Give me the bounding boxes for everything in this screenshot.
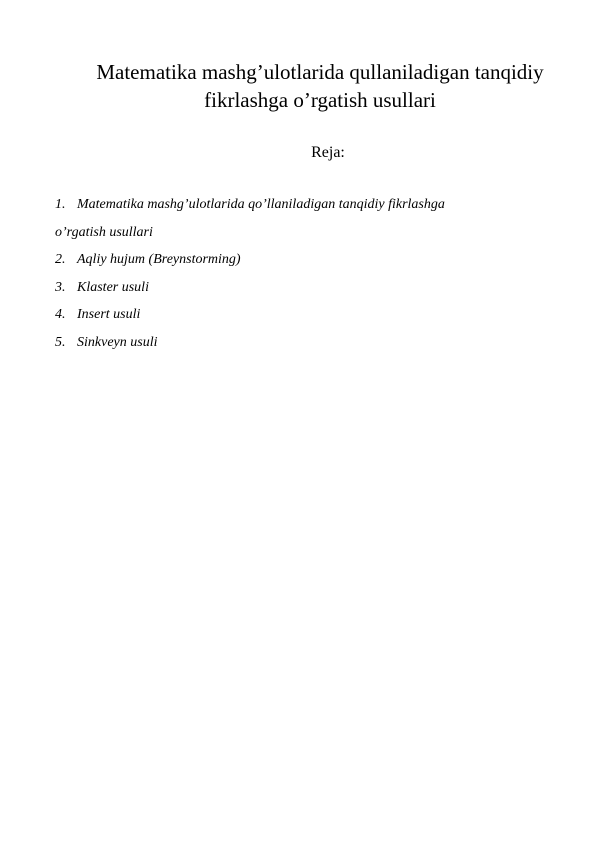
document-title	[60, 58, 580, 114]
plan-heading: Reja:	[311, 144, 345, 161]
title-line-1: Matematika mashg’ulotlarida qullaniladigan tanqidiy	[96, 60, 544, 84]
list-item	[55, 301, 555, 329]
list-item-text: Aqliy hujum (Breynstorming)	[77, 252, 241, 267]
plan-list	[55, 191, 555, 356]
title-line-2: fikrlashga o’rgatish usullari	[204, 88, 436, 112]
list-item-text: Sinkveyn usuli	[77, 334, 158, 350]
list-item-number: 1.	[55, 197, 66, 212]
list-item	[55, 329, 555, 357]
list-item-text: Klaster usuli	[77, 279, 149, 295]
list-item-text: Matematika mashg’ulotlarida qo’llaniladigan tanqidiy fikrlashga	[77, 197, 445, 212]
list-item-text: o’rgatish usullari	[55, 224, 153, 240]
list-item	[55, 274, 555, 302]
list-item	[55, 246, 555, 274]
list-item	[55, 219, 555, 247]
list-item-number: 5.	[55, 334, 66, 350]
list-item	[55, 191, 555, 219]
list-item-number: 2.	[55, 252, 66, 267]
list-item-text: Insert usuli	[77, 307, 141, 322]
list-item-number: 4.	[55, 307, 66, 322]
list-item-number: 3.	[55, 279, 66, 295]
